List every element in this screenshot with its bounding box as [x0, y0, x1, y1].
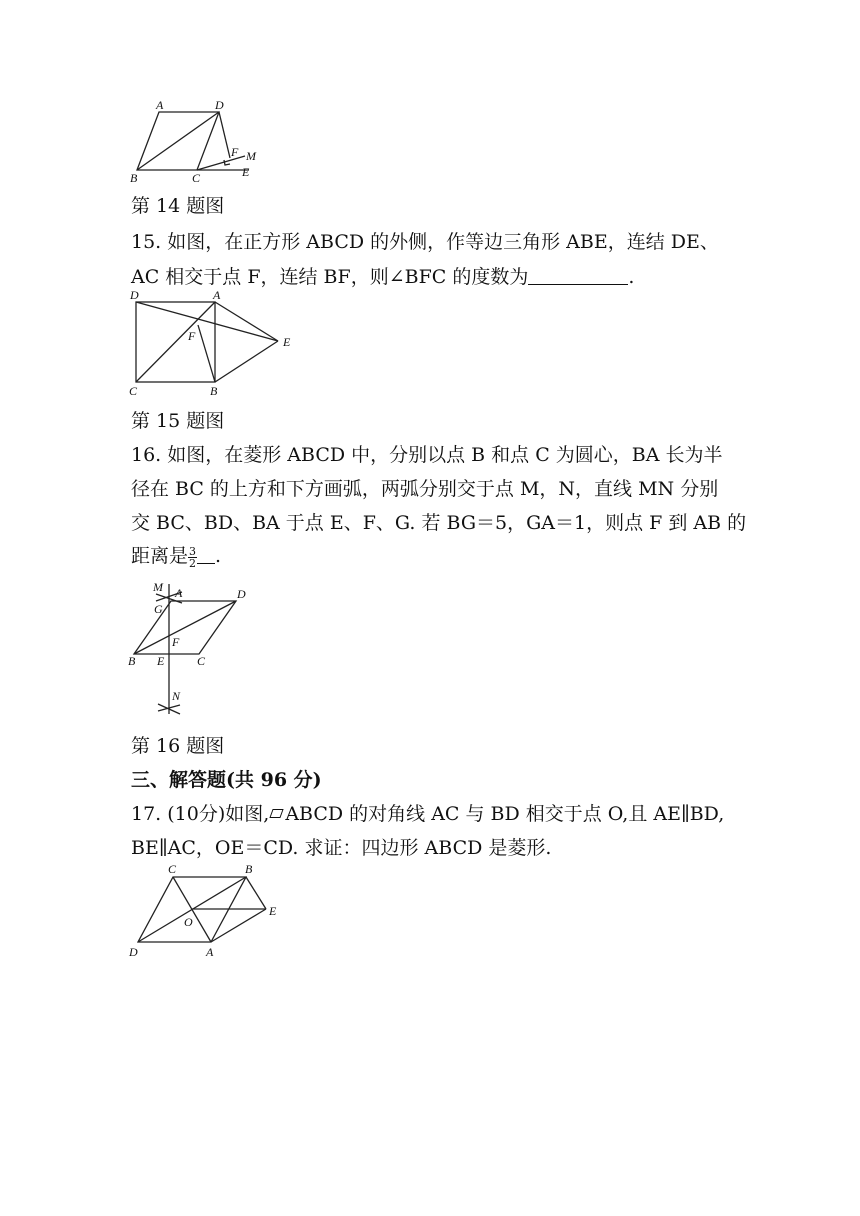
answer-underline — [197, 547, 215, 564]
q17-line1 — [131, 799, 724, 826]
label-F: F — [231, 145, 239, 159]
fraction-numerator: 3 — [189, 544, 197, 558]
label-D: D — [129, 945, 138, 959]
label-O: O — [184, 915, 193, 929]
q16-line1: 16. 如图，在菱形 ABCD 中，分别以点 B 和点 C 为圆心，BA 长为半 — [131, 444, 723, 466]
figure-16 — [126, 580, 266, 720]
label-N: N — [172, 689, 181, 703]
q15-line2 — [131, 262, 634, 289]
label-G: G — [154, 602, 163, 616]
caption-fig15: 第 15 题图 — [131, 410, 225, 432]
q16-line2: 径在 BC 的上方和下方画弧，两弧分别交于点 M，N，直线 MN 分别 — [131, 478, 719, 500]
label-D: D — [237, 587, 246, 601]
figure-14 — [128, 98, 268, 188]
q17-line1-text: 17. (10分)如图, — [131, 803, 270, 825]
parallelogram-icon — [270, 809, 284, 818]
label-C: C — [129, 384, 138, 398]
figure-15 — [126, 288, 306, 403]
label-A: A — [206, 945, 214, 959]
label-E: E — [242, 165, 250, 179]
q16-line4-end: . — [215, 545, 222, 567]
label-A: A — [213, 288, 221, 302]
label-A: A — [175, 586, 183, 600]
label-F: F — [172, 635, 180, 649]
q15-line2-text: AC 相交于点 F，连结 BF，则∠BFC 的度数为 — [131, 266, 529, 288]
figure-17 — [126, 860, 286, 960]
q16-line3: 交 BC、BD、BA 于点 E、F、G. 若 BG＝5，GA＝1，则点 F 到 AB 的 — [131, 512, 747, 534]
q16-line4 — [131, 541, 221, 569]
label-M: M — [246, 149, 256, 163]
label-D: D — [130, 288, 139, 302]
label-B: B — [128, 654, 136, 668]
q15-line2-end: . — [628, 266, 635, 288]
label-E: E — [269, 904, 277, 918]
fraction-denominator: 2 — [189, 556, 197, 570]
answer-blank — [528, 266, 628, 285]
label-E: E — [283, 335, 291, 349]
label-C: C — [168, 862, 177, 876]
label-C: C — [197, 654, 206, 668]
q17-line1-rest: ABCD 的对角线 AC 与 BD 相交于点 O,且 AE∥BD, — [285, 803, 725, 825]
q17-line2: BE∥AC，OE＝CD. 求证：四边形 ABCD 是菱形. — [131, 837, 552, 859]
q15-line1: 15. 如图，在正方形 ABCD 的外侧，作等边三角形 ABE，连结 DE、 — [131, 231, 719, 253]
label-C: C — [192, 171, 201, 185]
label-A: A — [156, 98, 164, 112]
label-E: E — [157, 654, 165, 668]
label-B: B — [130, 171, 138, 185]
caption-fig16: 第 16 题图 — [131, 735, 225, 757]
q16-line4-text: 距离是 — [131, 545, 189, 567]
answer-fraction — [188, 546, 197, 569]
label-D: D — [215, 98, 224, 112]
caption-fig14: 第 14 题图 — [131, 195, 225, 217]
section-heading: 三、解答题(共 96 分) — [131, 769, 322, 791]
label-B: B — [210, 384, 218, 398]
label-M: M — [153, 580, 163, 594]
label-F: F — [188, 329, 196, 343]
label-B: B — [245, 862, 253, 876]
